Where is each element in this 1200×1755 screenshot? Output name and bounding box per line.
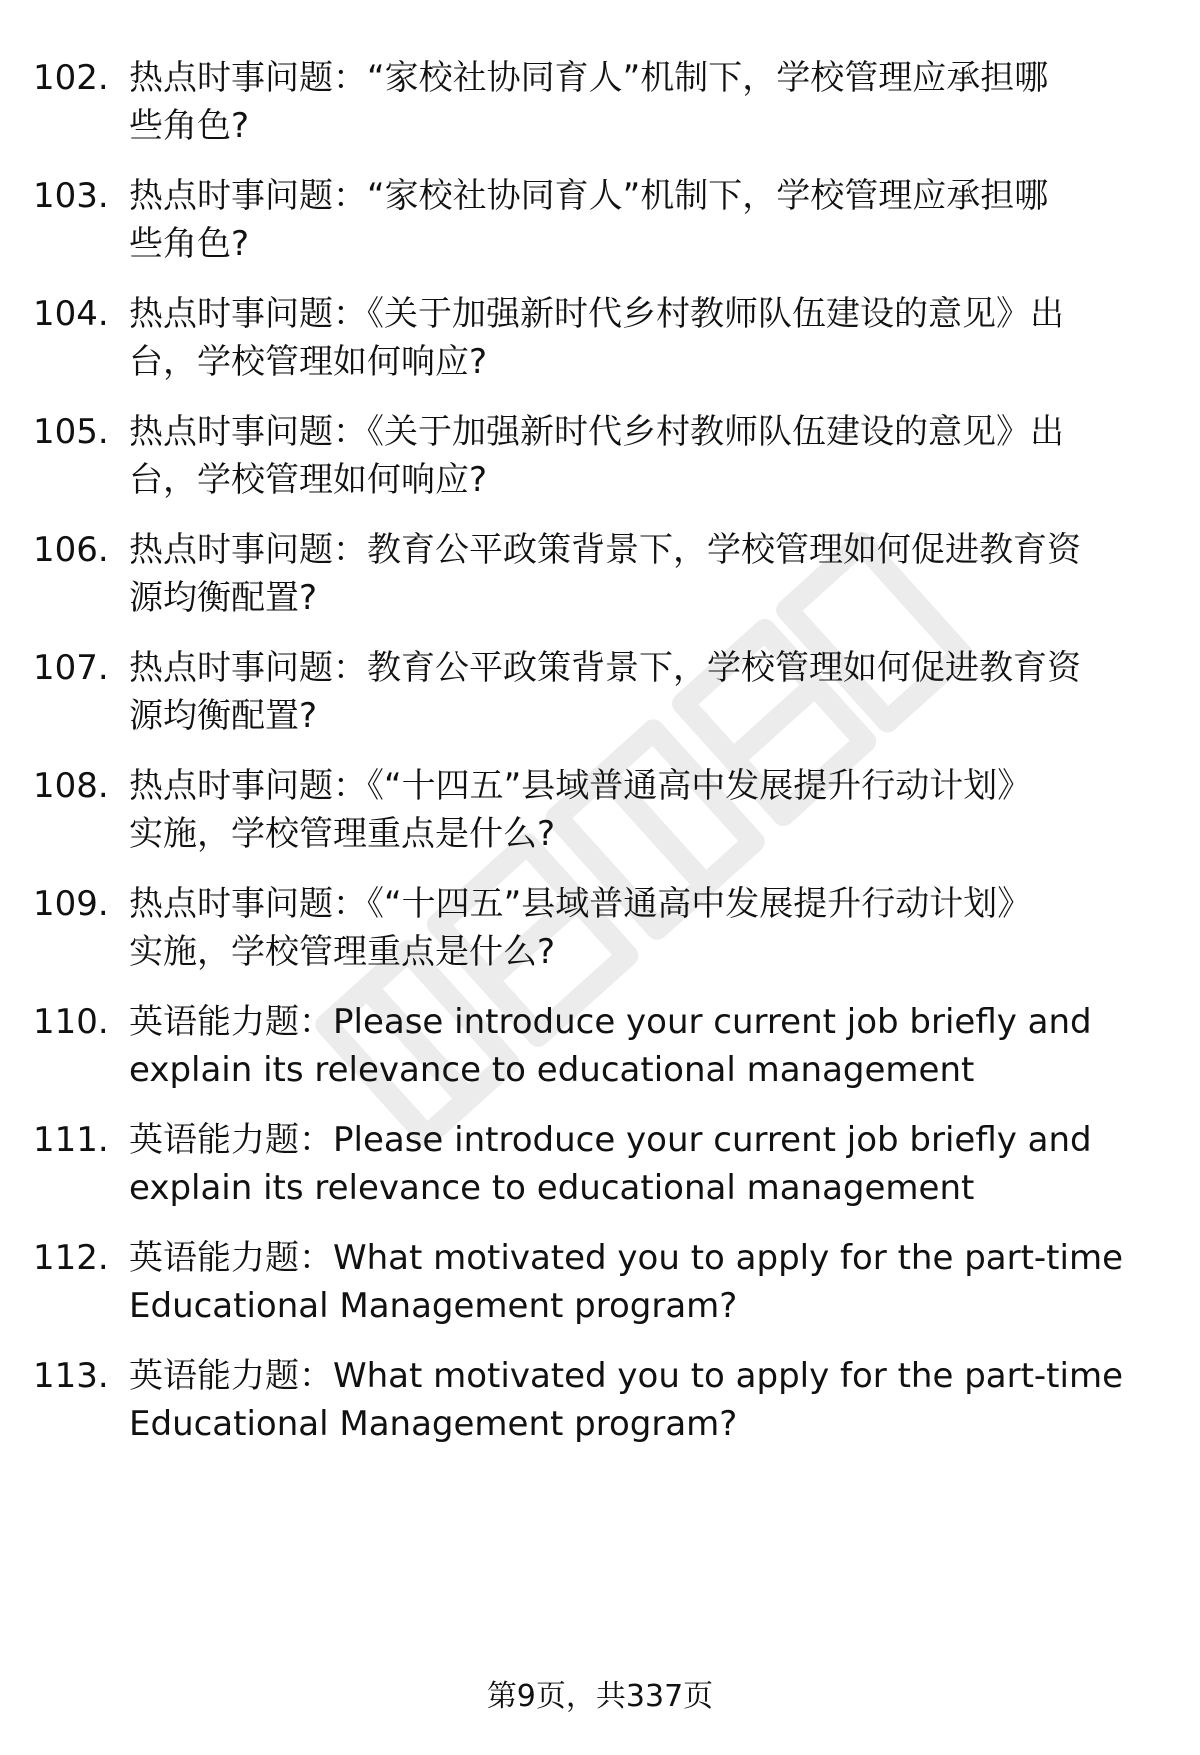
question-line: 热点时事问题：“家校社协同育人”机制下，学校管理应承担哪: [129, 58, 1049, 98]
question-number: 108.: [33, 766, 109, 806]
question-text: [129, 172, 1174, 268]
question-number: 103.: [33, 176, 109, 216]
question-line: explain its relevance to educational management: [129, 1050, 975, 1090]
question-line: 英语能力题：Please introduce your current job briefly and: [129, 1002, 1092, 1042]
question-number: 112.: [33, 1238, 109, 1278]
question-line: 英语能力题：What motivated you to apply for the part-time: [129, 1356, 1124, 1396]
question-line: 热点时事问题：“家校社协同育人”机制下，学校管理应承担哪: [129, 176, 1049, 216]
question-text: [129, 1234, 1174, 1330]
question-line: 台，学校管理如何响应?: [129, 342, 488, 382]
question-number: 113.: [33, 1356, 109, 1396]
question-text: [129, 998, 1174, 1094]
question-number: 104.: [33, 294, 109, 334]
question-line: 英语能力题：Please introduce your current job briefly and: [129, 1120, 1092, 1160]
question-line: 实施，学校管理重点是什么?: [129, 932, 556, 972]
question-text: [129, 1116, 1174, 1212]
question-line: 源均衡配置?: [129, 578, 318, 618]
question-number: 107.: [33, 648, 109, 688]
question-line: 些角色?: [129, 106, 250, 146]
question-number: 106.: [33, 530, 109, 570]
question-line: Educational Management program?: [129, 1404, 738, 1444]
question-number: 105.: [33, 412, 109, 452]
question-text: [129, 290, 1174, 386]
question-line: 热点时事问题：《“十四五”县域普通高中发展提升行动计划》: [129, 766, 1032, 806]
question-line: 源均衡配置?: [129, 696, 318, 736]
question-text: [129, 644, 1174, 740]
question-text: [129, 880, 1174, 976]
question-number: 110.: [33, 1002, 109, 1042]
question-line: 热点时事问题：教育公平政策背景下，学校管理如何促进教育资: [129, 648, 1081, 688]
question-text: [129, 762, 1174, 858]
question-line: Educational Management program?: [129, 1286, 738, 1326]
question-text: [129, 408, 1174, 504]
question-line: 台，学校管理如何响应?: [129, 460, 488, 500]
question-line: 热点时事问题：《“十四五”县域普通高中发展提升行动计划》: [129, 884, 1032, 924]
question-number: 111.: [33, 1120, 109, 1160]
question-line: 英语能力题：What motivated you to apply for the part-time: [129, 1238, 1124, 1278]
question-line: 些角色?: [129, 224, 250, 264]
question-line: 热点时事问题：教育公平政策背景下，学校管理如何促进教育资: [129, 530, 1081, 570]
question-line: 实施，学校管理重点是什么?: [129, 814, 556, 854]
question-number: 109.: [33, 884, 109, 924]
question-number: 102.: [33, 58, 109, 98]
question-text: [129, 1352, 1174, 1448]
page-footer: 第9页，共337页: [486, 1679, 714, 1714]
question-text: [129, 54, 1174, 150]
question-line: explain its relevance to educational management: [129, 1168, 975, 1208]
question-line: 热点时事问题：《关于加强新时代乡村教师队伍建设的意见》出: [129, 412, 1064, 452]
question-text: [129, 526, 1174, 622]
question-line: 热点时事问题：《关于加强新时代乡村教师队伍建设的意见》出: [129, 294, 1064, 334]
